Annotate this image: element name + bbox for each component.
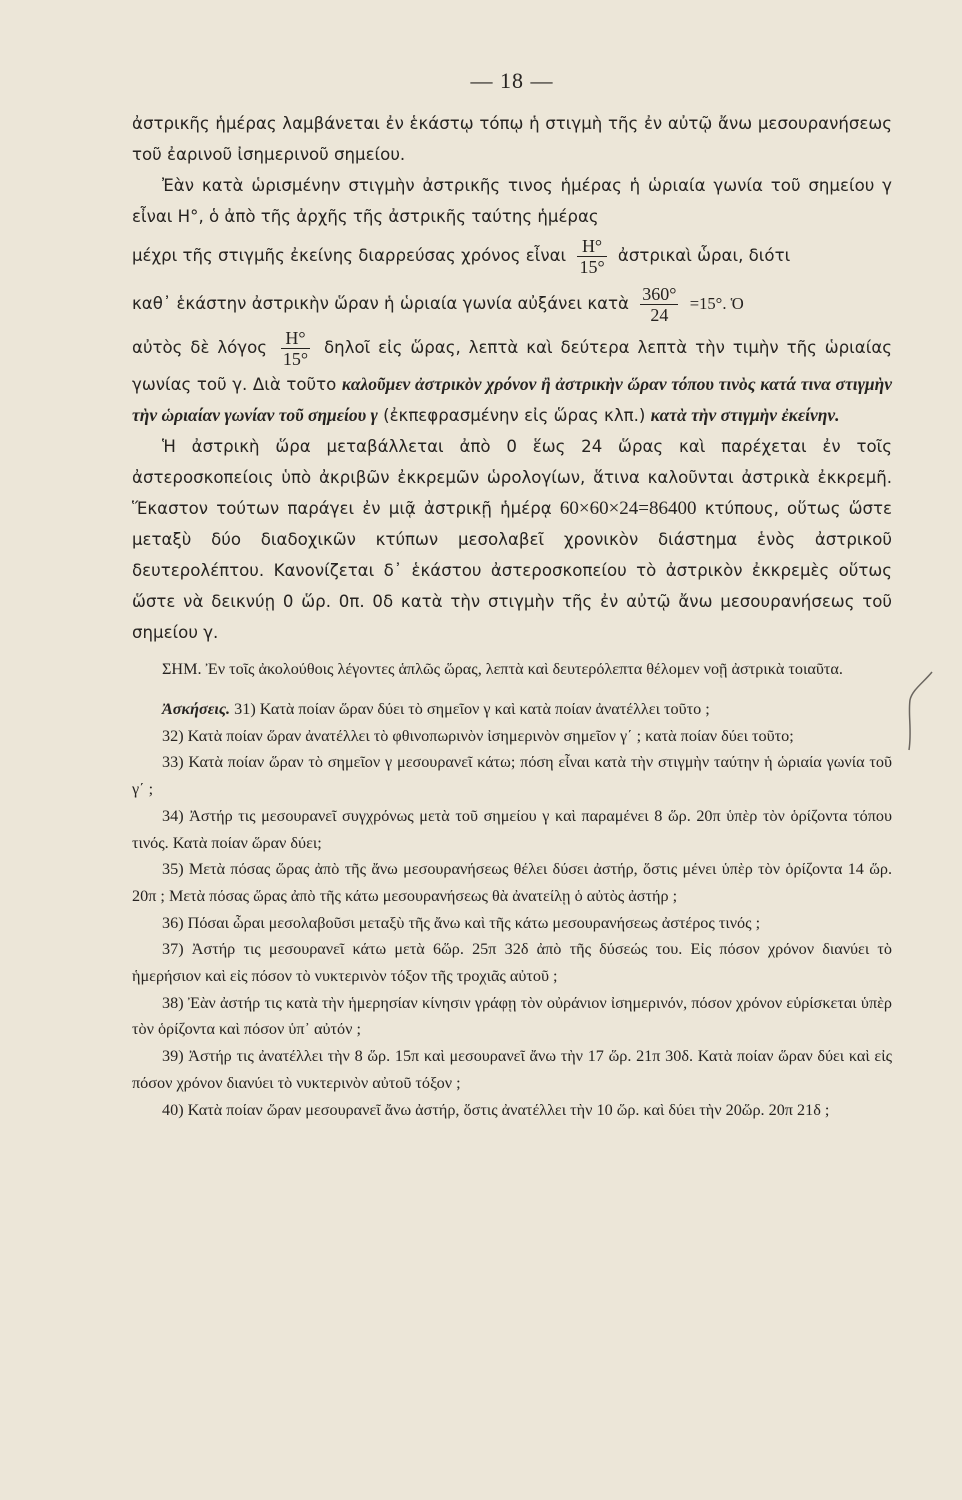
exercise-38: 38) Ἐὰν ἀστήρ τις κατὰ τὴν ἡμερησίαν κίνησιν γράφῃ τὸν οὐράνιον ἰσημερινόν, πόσον χρόνον εὑρίσκεται ὑπὲρ τὸν ὁρίζοντα καὶ πόσον ὑπ᾽ αὐτόν ; xyxy=(132,993,892,1039)
text-run: αὐτὸς δὲ λόγος xyxy=(132,338,268,357)
fraction-denominator: 24 xyxy=(640,304,678,325)
exercise-34: 34) Ἀστήρ τις μεσουρανεῖ συγχρόνως μετὰ τοῦ σημείου γ καὶ παραμένει 8 ὥρ. 20π ὑπὲρ τὸν ὁρίζοντα τόπου τινός. Κατὰ ποίαν ὥραν δύει; xyxy=(132,806,892,852)
exercise-35: 35) Μετὰ πόσας ὥρας ἀπὸ τῆς ἄνω μεσουρανήσεως θέλει δύσει ἀστήρ, ὅστις μένει ὑπὲρ τὸν ὁρίζοντα 14 ὥρ. 20π ; Μετὰ πόσας ὥρας ἀπὸ τῆς κάτω μεσουρανήσεως θὰ ἀνατείλῃ ὁ αὐτὸς ἀστήρ ; xyxy=(132,860,892,905)
text-run: μέχρι τῆς στιγμῆς ἐκείνης διαρρεύσας χρόνος εἶναι xyxy=(132,246,567,265)
fraction-denominator: 15° xyxy=(579,257,605,277)
paragraph-2-rest xyxy=(132,328,892,431)
tick-count: 60×60×24=86400 xyxy=(559,498,697,519)
fraction-360-over-24 xyxy=(640,284,678,325)
exercise-33: 33) Κατὰ ποίαν ὥραν τὸ σημεῖον γ μεσουρανεῖ κάτω; πόση εἶναι κατὰ τὴν στιγμὴν ταύτην ἡ ὡριαία γωνία τοῦ γ΄ ; xyxy=(132,753,892,799)
exercise-32: 32) Κατὰ ποίαν ὥραν ἀνατέλλει τὸ φθινοπωρινὸν ἰσημερινὸν σημεῖον γ΄ ; κατὰ ποίαν δύει τοῦτο; xyxy=(162,726,794,745)
definition-bold-end: κατὰ τὴν στιγμὴν ἐκείνην. xyxy=(650,405,840,425)
paragraph-2-line-2 xyxy=(132,232,892,280)
exercises-heading: Ἀσκήσεις. xyxy=(162,700,231,718)
exercise-text: 31) Κατὰ ποίαν ὥραν δύει τὸ σημεῖον γ καὶ κατὰ ποίαν ἀνατέλλει τοῦτο ; xyxy=(234,700,710,718)
exercises-section xyxy=(132,696,892,1123)
text-run: (ἐκπεφρασμένην εἰς ὥρας κλπ.) xyxy=(383,406,646,425)
text-run: δηλοῖ εἰς ὥρας, λεπτὰ καὶ δεύτερα λεπτὰ τὴν τιμὴν τῆς ὡριαίας γωνίας τοῦ γ. Διὰ τοῦτο xyxy=(132,338,892,394)
exercise-37: 37) Ἀστήρ τις μεσουρανεῖ κάτω μετὰ 6ὥρ. 25π 32δ ἀπὸ τῆς δύσεώς του. Εἰς πόσον χρόνον διανύει τὸ ἡμερήσιον καὶ εἰς πόσον τὸ νυκτερινὸν τόξον τῆς τροχιᾶς αὐτοῦ ; xyxy=(132,940,892,986)
text-run: καθ᾽ ἑκάστην ἀστρικὴν ὥραν ἡ ὡριαία γωνία αὐξάνει κατὰ xyxy=(132,294,629,313)
text-run: =15°. Ὁ xyxy=(689,294,744,313)
paragraph-1: ἀστρικῆς ἡμέρας λαμβάνεται ἐν ἑκάστῳ τόπῳ ἡ στιγμὴ τῆς ἐν αὐτῷ ἄνω μεσουρανήσεως τοῦ ἐαρινοῦ ἰσημερινοῦ σημείου. xyxy=(132,114,892,164)
definition-bold: καλοῦμεν ἀστρικὸν χρόνον ἢ ἀστρικὴν ὥραν τόπου τινὸς κατά τινα στιγμὴν τὴν ὡριαίαν γωνίαν τοῦ σημείου γ xyxy=(132,374,892,425)
paragraph-2-line-3 xyxy=(132,280,892,328)
note-section xyxy=(132,656,892,682)
exercise-31 xyxy=(132,696,892,723)
fraction-denominator: 15° xyxy=(282,349,309,369)
fraction-numerator: Η° xyxy=(581,236,603,256)
text-run: Ἡ ἀστρικὴ ὥρα μεταβάλλεται ἀπὸ 0 ἕως 24 ὥρας καὶ παρέχεται ἐν τοῖς ἀστεροσκοπείοις ὑπὸ ἀκριβῶν ἐκκρεμῶν ὡρολογίων, ἅτινα καλοῦνται ἀστρικὰ ἐκκρεμῆ. Ἕκαστον τούτων παράγει ἐν μιᾷ ἀστρικῇ ἡμέρᾳ xyxy=(132,437,892,518)
exercise-36: 36) Πόσαι ὧραι μεσολαβοῦσι μεταξὺ τῆς ἄνω καὶ τῆς κάτω μεσουρανήσεως ἀστέρος τινός ; xyxy=(162,913,761,932)
note-text: ΣΗΜ. Ἐν τοῖς ἀκολούθοις λέγοντες ἁπλῶς ὥρας, λεπτὰ καὶ δευτερόλεπτα θέλομεν νοῇ ἀστρικὰ τοιαῦτα. xyxy=(162,660,843,678)
paragraph-2-line-1: Ἐὰν κατὰ ὡρισμένην στιγμὴν ἀστρικῆς τινος ἡμέρας ἡ ὡριαία γωνία τοῦ σημείου γ εἶναι Η°, ὁ ἀπὸ τῆς ἀρχῆς τῆς ἀστρικῆς ταύτης ἡμέρας xyxy=(132,176,892,226)
paragraph-3 xyxy=(132,431,892,648)
pencil-margin-mark xyxy=(906,670,936,760)
fraction-h-over-15-second xyxy=(281,328,310,369)
main-text xyxy=(132,108,892,648)
exercise-39: 39) Ἀστήρ τις ἀνατέλλει τὴν 8 ὥρ. 15π καὶ μεσουρανεῖ ἄνω τὴν 17 ὥρ. 21π 30δ. Κατὰ ποίαν ὥραν δύει καὶ εἰς πόσον χρόνον διανύει τὸ νυκτερινὸν αὐτοῦ τόξον ; xyxy=(132,1047,892,1092)
text-run: ἀστρικαὶ ὧραι, διότι xyxy=(617,246,791,265)
text-run: κτύπους, οὕτως ὥστε μεταξὺ δύο διαδοχικῶν κτύπων μεσολαβεῖ χρονικὸν διάστημα ἑνὸς ἀστρικοῦ δευτερολέπτου. Κανονίζεται δ᾽ ἑκάστου ἀστεροσκοπείου τὸ ἀστρικὸν ἐκκρεμὲς οὕτως ὥστε νὰ δεικνύῃ 0 ὥρ. 0π. 0δ κατὰ τὴν στιγμὴν τῆς ἐν αὐτῷ ἄνω μεσουρανήσεως τοῦ σημείου γ. xyxy=(132,499,893,642)
exercise-40: 40) Κατὰ ποίαν ὥραν μεσουρανεῖ ἄνω ἀστήρ, ὅστις ἀνατέλλει τὴν 10 ὥρ. καὶ δύει τὴν 20ὥρ. 20π 21δ ; xyxy=(162,1100,830,1119)
page-number: — 18 — xyxy=(470,68,554,93)
fraction-numerator: Η° xyxy=(285,328,306,348)
fraction-h-over-15 xyxy=(577,236,606,277)
fraction-numerator: 360° xyxy=(642,284,677,304)
